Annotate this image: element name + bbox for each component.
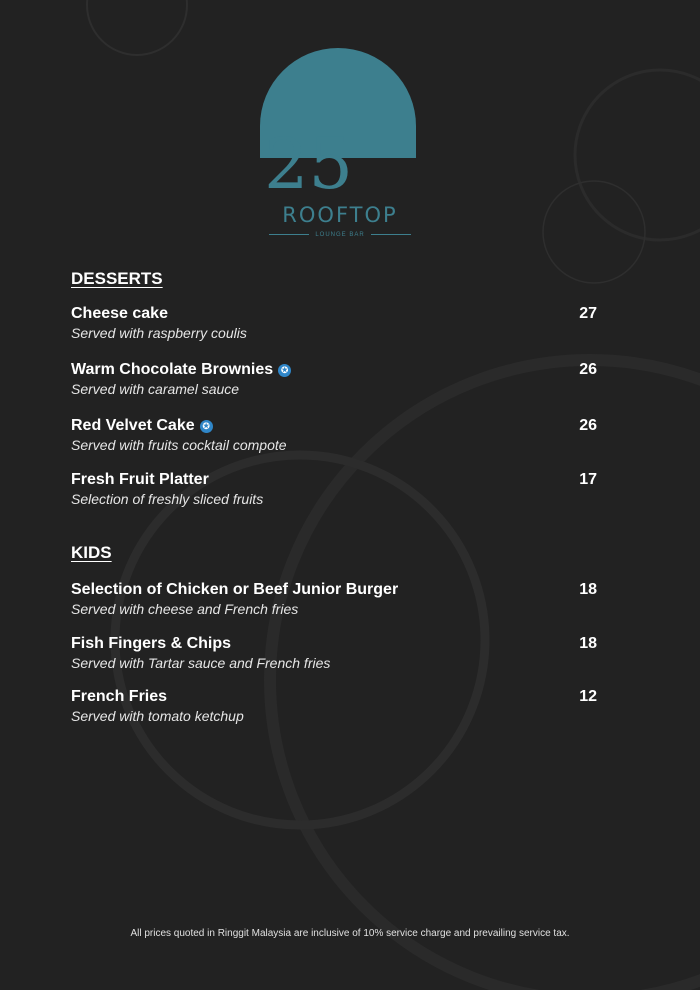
menu-item — [71, 361, 601, 401]
star-badge-icon: ✪ — [278, 364, 291, 377]
item-price: 18 — [579, 581, 597, 598]
menu-item — [71, 305, 601, 345]
logo-subtitle: LOUNGE BAR — [240, 232, 440, 238]
item-name: Warm Chocolate Brownies ✪ — [71, 361, 291, 379]
menu-item — [71, 688, 601, 728]
item-price: 17 — [579, 471, 597, 488]
item-description: Served with cheese and French fries — [71, 601, 299, 617]
item-name: Red Velvet Cake ✪ — [71, 417, 213, 435]
item-description: Served with Tartar sauce and French fries — [71, 655, 331, 671]
item-description: Selection of freshly sliced fruits — [71, 491, 264, 507]
menu-item — [71, 471, 601, 511]
item-description: Served with fruits cocktail compote — [71, 437, 287, 453]
item-description: Served with raspberry coulis — [71, 325, 247, 341]
star-badge-icon: ✪ — [200, 420, 213, 433]
section-title-desserts: DESSERTS — [71, 269, 163, 288]
section-title-kids: KIDS — [71, 543, 112, 562]
logo-graphic — [240, 38, 440, 203]
item-price: 18 — [579, 635, 597, 652]
menu-item — [71, 417, 601, 457]
rooftop-logo — [240, 38, 440, 248]
item-price: 26 — [579, 417, 597, 434]
item-name: Cheese cake — [71, 305, 168, 322]
menu-item — [71, 581, 601, 621]
menu-item — [71, 635, 601, 675]
item-price: 26 — [579, 361, 597, 378]
item-name: Selection of Chicken or Beef Junior Burger — [71, 581, 399, 598]
logo-word: ROOFTOP — [282, 203, 398, 227]
item-description: Served with tomato ketchup — [71, 708, 244, 724]
item-name: French Fries — [71, 688, 168, 705]
item-name: Fish Fingers & Chips — [71, 635, 232, 652]
item-price: 27 — [579, 305, 597, 322]
price-disclaimer: All prices quoted in Ringgit Malaysia are inclusive of 10% service charge and prevailing service tax. — [130, 928, 570, 939]
item-price: 12 — [579, 688, 597, 705]
logo-number: 25 — [264, 123, 354, 203]
item-description: Served with caramel sauce — [71, 381, 240, 397]
item-name: Fresh Fruit Platter — [71, 471, 209, 488]
